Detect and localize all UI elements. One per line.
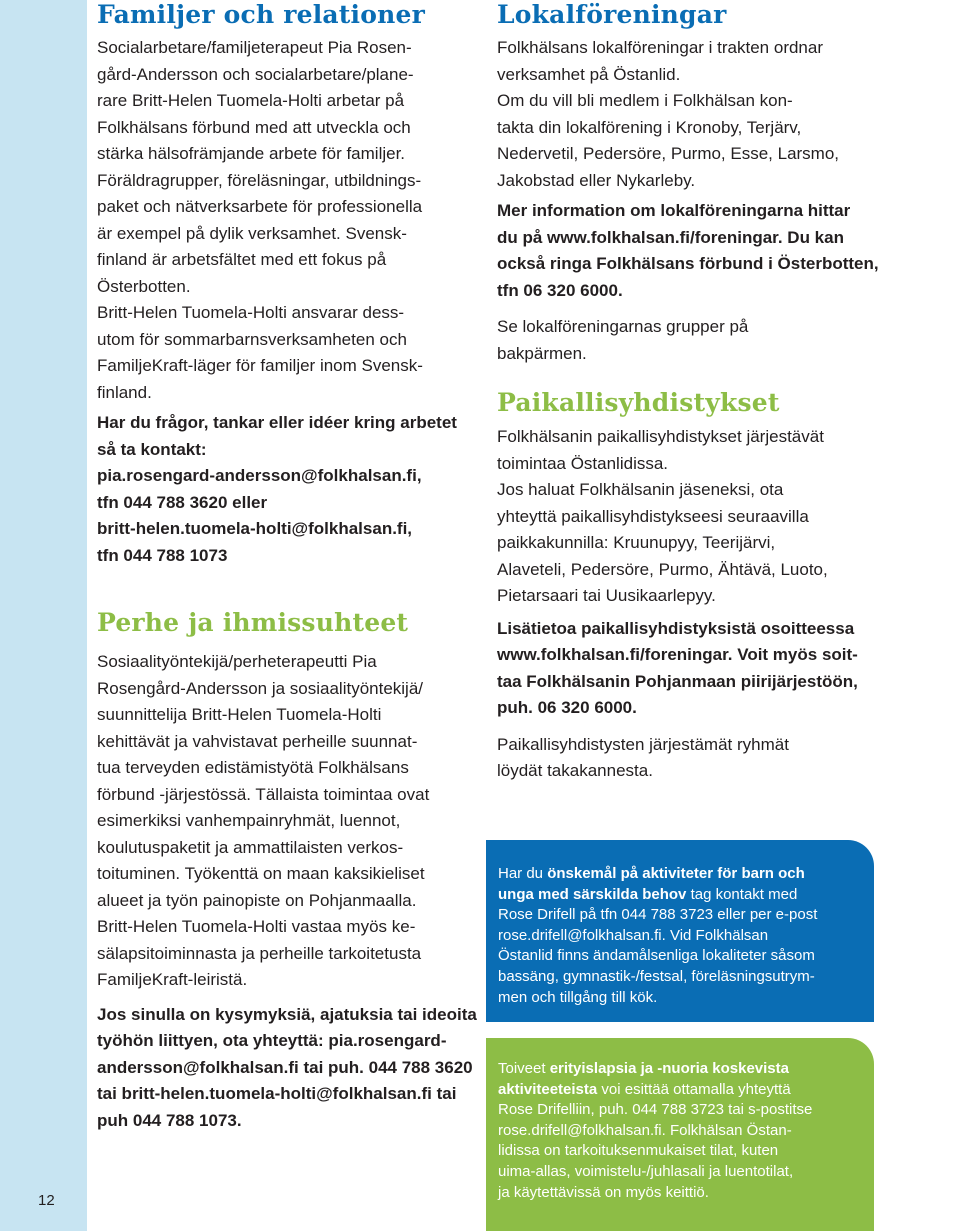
- text-line: rare Britt-Helen Tuomela-Holti arbetar på: [97, 91, 405, 110]
- heading-paikallisyhdistykset: Paikallisyhdistykset: [497, 388, 780, 417]
- text-line: bakpärmen.: [497, 343, 587, 363]
- text-line: rose.drifell@folkhalsan.fi. Vid Folkhälsan: [498, 926, 769, 944]
- text-line: suunnittelija Britt-Helen Tuomela-Holti: [97, 705, 382, 724]
- info-sv: [497, 198, 879, 304]
- paragraph-perhe: [97, 649, 469, 994]
- left-column: [97, 0, 477, 1134]
- text-line: uima-allas, voimistelu-/juhlasali ja luentotilat,: [498, 1162, 794, 1180]
- text-line: alueet ja työn painopiste on Pohjanmaalla.: [97, 890, 417, 910]
- heading-lokalforeningar: Lokalföreningar: [497, 0, 727, 29]
- info-box-finnish: [486, 1038, 874, 1231]
- text-line: tfn 044 788 1073: [97, 545, 228, 565]
- text-line: rose.drifell@folkhalsan.fi. Folkhälsan Östan-: [498, 1121, 792, 1139]
- text-line: Östanlid finns ändamålsenliga lokaliteter såsom: [498, 947, 815, 965]
- text-line: du på www.folkhalsan.fi/foreningar. Du kan: [497, 227, 844, 247]
- text-line: Sosiaalityöntekijä/perheterapeutti Pia: [97, 652, 377, 671]
- side-strip: [0, 0, 87, 1231]
- paragraph-paikallisyhdistykset: [497, 424, 860, 610]
- paragraph-lokalforeningar: [497, 35, 860, 194]
- text-line: också ringa Folkhälsans förbund i Österbotten,: [497, 254, 879, 273]
- text-line: Britt-Helen Tuomela-Holti vastaa myös ke-: [97, 917, 416, 936]
- text-line: Pietarsaari tai Uusikaarlepyy.: [497, 586, 716, 605]
- text-line: utom för sommarbarnsverksamheten och: [97, 329, 407, 349]
- contact-fi: [97, 1002, 477, 1135]
- text-line: Mer information om lokalföreningarna hittar: [497, 201, 851, 220]
- text-line: sälapsitoiminnasta ja perheille tarkoitetusta: [97, 943, 422, 963]
- box-fi-line1: Toiveet erityislapsia ja -nuoria koskevista: [498, 1060, 789, 1077]
- text-line: kehittävät ja vahvistavat perheille suunnat-: [97, 731, 418, 751]
- text-line: tua terveyden edistämistyötä Folkhälsans: [97, 758, 409, 777]
- text-line: lidissa on tarkoituksenmukaiset tilat, kuten: [498, 1142, 779, 1160]
- text-line: Rose Drifelliin, puh. 044 788 3723 tai s-postitse: [498, 1101, 813, 1119]
- text-line: puh. 06 320 6000.: [497, 698, 637, 717]
- text-line: esimerkiksi vanhempainryhmät, luennot,: [97, 811, 401, 830]
- text-line: finland är arbetsfältet med ett fokus på: [97, 250, 387, 269]
- paragraph-familjer: [97, 35, 469, 406]
- heading-familjer: Familjer och relationer: [97, 0, 425, 29]
- text-line: Jos haluat Folkhälsanin jäseneksi, ota: [497, 480, 784, 499]
- text-line: löydät takakannesta.: [497, 761, 653, 780]
- text-line: Paikallisyhdistysten järjestämät ryhmät: [497, 734, 789, 754]
- text-line: työhön liittyen, ota yhteyttä: pia.rosengard-: [97, 1031, 447, 1050]
- paragraph-grupper: [497, 314, 860, 367]
- text-line: är exempel på dylik verksamhet. Svensk-: [97, 223, 407, 243]
- text-line: Folkhälsanin paikallisyhdistykset järjestävät: [497, 427, 824, 446]
- text-line: Britt-Helen Tuomela-Holti ansvarar dess-: [97, 303, 405, 322]
- text-line: paket och nätverksarbete för professionella: [97, 197, 423, 216]
- text-line: Rosengård-Andersson ja sosiaalityöntekijä/: [97, 678, 424, 698]
- heading-perhe: Perhe ja ihmissuhteet: [97, 608, 409, 637]
- text-line: toituminen. Työkenttä on maan kaksikieliset: [97, 864, 425, 883]
- text-line: förbund -järjestössä. Tällaista toimintaa ovat: [97, 784, 430, 804]
- text-line: tfn 044 788 3620 eller: [97, 492, 268, 512]
- text-line: tfn 06 320 6000.: [497, 280, 623, 300]
- text-line: puh 044 788 1073.: [97, 1110, 242, 1130]
- right-column: [497, 0, 879, 785]
- text-line: Om du vill bli medlem i Folkhälsan kon-: [497, 91, 793, 110]
- page-number: 12: [38, 1192, 55, 1209]
- text-line: Folkhälsans lokalföreningar i trakten ordnar: [497, 38, 824, 57]
- box-fi-rest: [498, 1100, 812, 1203]
- text-line: Jos sinulla on kysymyksiä, ajatuksia tai ideoita: [97, 1004, 477, 1024]
- box-sv-line1: Har du önskemål på aktiviteter för barn och: [498, 865, 805, 882]
- text-line: tai britt-helen.tuomela-holti@folkhalsan.fi tai: [97, 1084, 457, 1103]
- text-line: yhteyttä paikallisyhdistykseesi seuraavilla: [497, 506, 809, 526]
- text-line: bassäng, gymnastik-/festsal, föreläsningsutrym-: [498, 967, 815, 985]
- info-box-swedish: [486, 840, 874, 1022]
- text-line: gård-Andersson och socialarbetare/plane-: [97, 64, 414, 84]
- text-line: pia.rosengard-andersson@folkhalsan.fi,: [97, 466, 422, 485]
- text-line: www.folkhalsan.fi/foreningar. Voit myös soit-: [497, 645, 858, 664]
- text-line: men och tillgång till kök.: [498, 988, 658, 1006]
- text-line: Folkhälsans förbund med att utveckla och: [97, 117, 411, 137]
- text-line: FamiljeKraft-leiristä.: [97, 970, 248, 989]
- text-line: Har du frågor, tankar eller idéer kring arbetet: [97, 413, 457, 432]
- text-line: britt-helen.tuomela-holti@folkhalsan.fi,: [97, 519, 413, 538]
- text-line: paikkakunnilla: Kruunupyy, Teerijärvi,: [497, 533, 776, 552]
- text-line: Lisätietoa paikallisyhdistyksistä osoitteessa: [497, 618, 855, 638]
- text-line: Föräldragrupper, föreläsningar, utbildnings-: [97, 170, 422, 190]
- contact-sv: [97, 410, 469, 569]
- text-line: Jakobstad eller Nykarleby.: [497, 170, 696, 190]
- text-line: taa Folkhälsanin Pohjanmaan piirijärjestöön,: [497, 671, 858, 691]
- text-line: Alaveteli, Pedersöre, Purmo, Ähtävä, Luoto,: [497, 559, 828, 579]
- text-line: koulutuspaketit ja ammattilaisten verkos-: [97, 837, 404, 857]
- paragraph-ryhmat: [497, 732, 860, 785]
- text-line: FamiljeKraft-läger för familjer inom Svensk-: [97, 356, 423, 375]
- box-sv-rest: [498, 905, 817, 1008]
- text-line: takta din lokalförening i Kronoby, Terjärv,: [497, 117, 802, 137]
- text-line: stärka hälsofrämjande arbete för familjer.: [97, 144, 406, 163]
- text-line: Rose Drifell på tfn 044 788 3723 eller per e-post: [498, 906, 818, 924]
- text-line: andersson@folkhalsan.fi tai puh. 044 788 3620: [97, 1057, 473, 1077]
- text-line: ja käytettävissä on myös keittiö.: [498, 1183, 709, 1201]
- text-line: Se lokalföreningarnas grupper på: [497, 317, 749, 336]
- text-line: Socialarbetare/familjeterapeut Pia Rosen-: [97, 38, 412, 57]
- text-line: finland.: [97, 382, 152, 402]
- box-sv-line2: unga med särskilda behov tag kontakt med: [498, 885, 798, 903]
- text-line: toimintaa Östanlidissa.: [497, 453, 669, 473]
- text-line: Österbotten.: [97, 276, 191, 296]
- info-fi: [497, 616, 860, 722]
- text-line: verksamhet på Östanlid.: [497, 64, 681, 84]
- text-line: så ta kontakt:: [97, 439, 207, 459]
- text-line: Nedervetil, Pedersöre, Purmo, Esse, Larsmo,: [497, 144, 840, 163]
- box-fi-line2: aktiviteeteista voi esittää ottamalla yhteyttä: [498, 1080, 791, 1098]
